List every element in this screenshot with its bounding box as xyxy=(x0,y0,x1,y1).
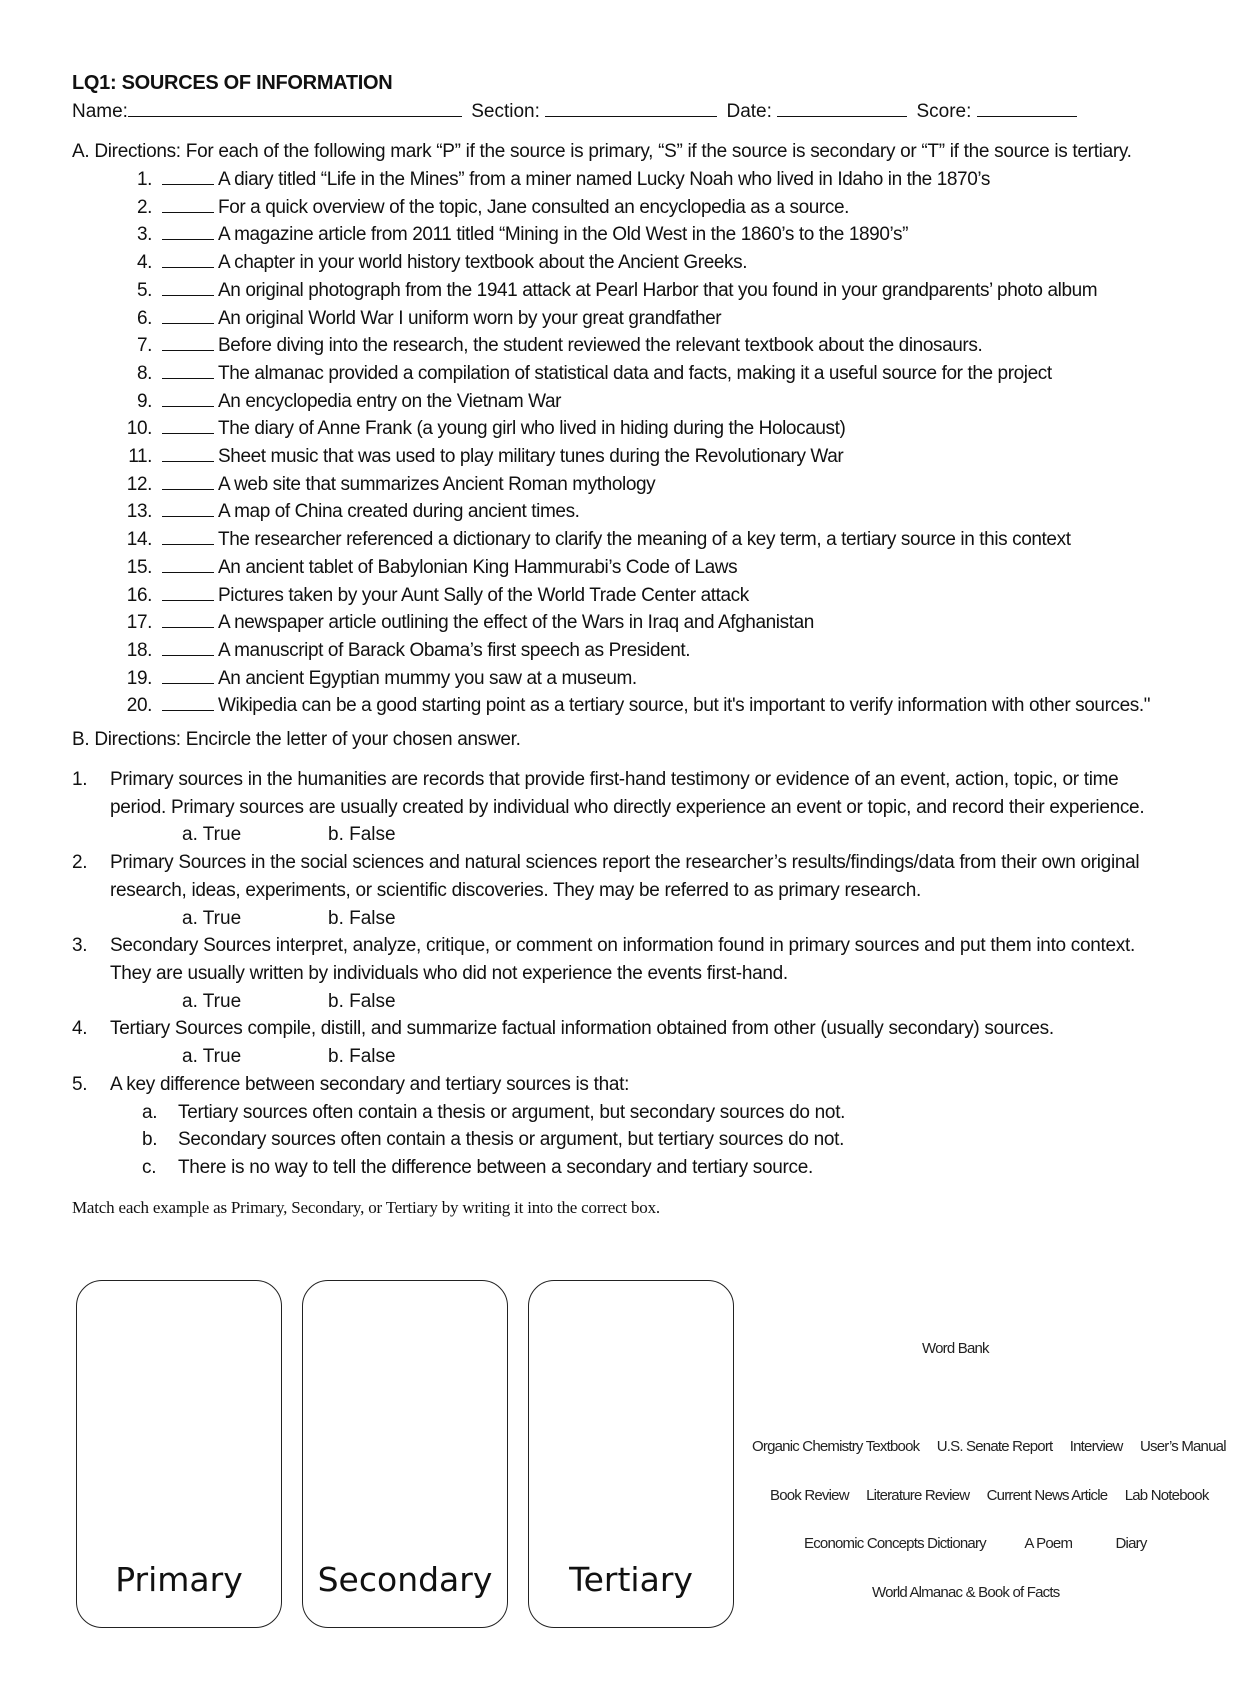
answer-blank[interactable] xyxy=(162,610,214,628)
part-a-item xyxy=(112,609,1152,637)
answer-blank[interactable] xyxy=(162,416,214,434)
option-text: Secondary sources often contain a thesis or argument, but tertiary sources do not. xyxy=(178,1129,845,1151)
word-bank-item: Diary xyxy=(1115,1535,1147,1552)
item-number: 17. xyxy=(126,612,152,634)
secondary-box[interactable] xyxy=(302,1280,508,1628)
question xyxy=(72,932,1152,987)
tertiary-box-label: Tertiary xyxy=(569,1560,693,1599)
question-number: 4. xyxy=(72,1018,88,1040)
question xyxy=(72,1015,1152,1043)
item-text: An encyclopedia entry on the Vietnam War xyxy=(218,390,562,412)
item-number: 14. xyxy=(126,529,152,551)
part-a-item xyxy=(112,498,1152,526)
part-a-item xyxy=(112,388,1152,416)
question-number: 1. xyxy=(72,769,88,791)
answer-blank[interactable] xyxy=(162,555,214,573)
item-number: 1. xyxy=(136,169,152,190)
word-bank-item: Book Review xyxy=(770,1487,849,1504)
part-a-item xyxy=(112,526,1152,554)
question-text: Tertiary Sources compile, distill, and summarize factual information obtained from other (usually secondary) sources. xyxy=(110,1018,1054,1040)
option-text: There is no way to tell the difference between a secondary and tertiary source. xyxy=(178,1156,813,1178)
item-number: 12. xyxy=(126,473,152,495)
item-number: 5. xyxy=(136,279,152,301)
false-option[interactable]: b. False xyxy=(328,990,396,1012)
word-bank-item: Current News Article xyxy=(986,1487,1108,1504)
question-text: Secondary Sources interpret, analyze, critique, or comment on information found in primary sources and put them into context. They are usually written by individuals who did not experience the events first-hand. xyxy=(110,935,1135,984)
matching-instruction: Match each example as Primary, Secondary, or Tertiary by writing it into the correct box. xyxy=(72,1197,660,1217)
part-a-item xyxy=(112,221,1152,249)
multiple-choice-option[interactable] xyxy=(72,1099,1152,1127)
part-a-directions: A. Directions: For each of the following mark “P” if the source is primary, “S” if the source is secondary or “T” if the source is tertiary. xyxy=(72,141,1132,162)
item-text: Before diving into the research, the student reviewed the relevant textbook about the dinosaurs. xyxy=(218,335,983,357)
part-a-item xyxy=(112,554,1152,582)
answer-blank[interactable] xyxy=(162,222,214,240)
part-a-item xyxy=(112,692,1152,720)
worksheet xyxy=(72,70,1152,1218)
section-label: Section: xyxy=(471,101,540,122)
question-number: 3. xyxy=(72,935,88,957)
answer-blank[interactable] xyxy=(162,167,214,185)
item-number: 6. xyxy=(136,307,152,329)
part-a-item xyxy=(112,471,1152,499)
word-bank-item: User’s Manual xyxy=(1139,1438,1226,1455)
item-text: The almanac provided a compilation of statistical data and facts, making it a useful source for the project xyxy=(218,362,1052,384)
part-a-item xyxy=(112,277,1152,305)
answer-blank[interactable] xyxy=(162,472,214,490)
item-text: The researcher referenced a dictionary to clarify the meaning of a key term, a tertiary source in this context xyxy=(218,529,1071,551)
multiple-choice-option[interactable] xyxy=(72,1126,1152,1154)
answer-blank[interactable] xyxy=(162,361,214,379)
item-text: Sheet music that was used to play military tunes during the Revolutionary War xyxy=(218,446,844,468)
option-letter: c. xyxy=(142,1156,157,1178)
answer-blank[interactable] xyxy=(162,278,214,296)
item-text: An ancient Egyptian mummy you saw at a museum. xyxy=(218,667,637,689)
word-bank-item: World Almanac & Book of Facts xyxy=(872,1584,1060,1601)
answer-blank[interactable] xyxy=(162,666,214,684)
item-number: 10. xyxy=(126,418,152,440)
date-field[interactable] xyxy=(777,96,907,117)
answer-blank[interactable] xyxy=(162,333,214,351)
answer-blank[interactable] xyxy=(162,444,214,462)
part-a-item xyxy=(112,443,1152,471)
false-option[interactable]: b. False xyxy=(328,1046,396,1068)
answer-blank[interactable] xyxy=(162,389,214,407)
answer-blank[interactable] xyxy=(162,583,214,601)
word-bank-row xyxy=(804,1535,1161,1552)
item-text: A web site that summarizes Ancient Roman mythology xyxy=(218,473,656,495)
section-field[interactable] xyxy=(545,96,717,117)
option-text: Tertiary sources often contain a thesis or argument, but secondary sources do not. xyxy=(178,1101,846,1123)
true-option[interactable]: a. True xyxy=(182,990,242,1012)
part-a-item xyxy=(112,166,1152,194)
item-text: A diary titled “Life in the Mines” from a miner named Lucky Noah who lived in Idaho in the 1870’s xyxy=(218,169,990,190)
item-number: 8. xyxy=(136,362,152,384)
item-number: 11. xyxy=(128,446,152,468)
part-a-item xyxy=(112,637,1152,665)
word-bank-item: Economic Concepts Dictionary xyxy=(804,1535,986,1552)
student-info-row xyxy=(72,96,1152,126)
question-number: 5. xyxy=(72,1073,88,1095)
item-number: 18. xyxy=(126,639,152,661)
word-bank-item: Organic Chemistry Textbook xyxy=(752,1438,920,1455)
score-field[interactable] xyxy=(977,96,1077,117)
part-a-list xyxy=(72,166,1152,720)
word-bank-row xyxy=(770,1487,1223,1504)
true-false-choices xyxy=(72,1043,1152,1071)
answer-blank[interactable] xyxy=(162,306,214,324)
part-a-item xyxy=(112,360,1152,388)
item-text: An original photograph from the 1941 attack at Pearl Harbor that you found in your grandparents’ photo album xyxy=(218,279,1098,301)
item-number: 16. xyxy=(126,584,152,606)
item-text: An ancient tablet of Babylonian King Hammurabi’s Code of Laws xyxy=(218,556,738,578)
page-title: LQ1: SOURCES OF INFORMATION xyxy=(72,72,393,94)
word-bank-row xyxy=(752,1438,1240,1455)
question-number: 2. xyxy=(72,852,88,874)
word-bank-item: Lab Notebook xyxy=(1124,1487,1209,1504)
item-number: 2. xyxy=(136,196,152,218)
answer-blank[interactable] xyxy=(162,250,214,268)
item-text: A manuscript of Barack Obama’s first speech as President. xyxy=(218,639,691,661)
true-false-choices xyxy=(72,821,1152,849)
true-option[interactable]: a. True xyxy=(182,907,242,929)
item-text: A chapter in your world history textbook about the Ancient Greeks. xyxy=(218,252,748,274)
answer-blank[interactable] xyxy=(162,638,214,656)
item-text: Pictures taken by your Aunt Sally of the World Trade Center attack xyxy=(218,584,749,606)
part-b-questions xyxy=(72,766,1152,1182)
item-text: A magazine article from 2011 titled “Mining in the Old West in the 1860’s to the 1890’s” xyxy=(218,224,909,246)
word-bank-item: Interview xyxy=(1069,1438,1123,1455)
multiple-choice-option[interactable] xyxy=(72,1154,1152,1182)
item-text: A newspaper article outlining the effect of the Wars in Iraq and Afghanistan xyxy=(218,612,814,634)
question-text: A key difference between secondary and tertiary sources is that: xyxy=(110,1073,630,1095)
question xyxy=(72,1071,1152,1099)
item-text: A map of China created during ancient times. xyxy=(218,501,580,523)
item-number: 7. xyxy=(136,335,152,357)
item-text: The diary of Anne Frank (a young girl who lived in hiding during the Holocaust) xyxy=(218,418,846,440)
secondary-box-label: Secondary xyxy=(317,1560,493,1599)
answer-blank[interactable] xyxy=(162,527,214,545)
tertiary-box[interactable] xyxy=(528,1280,734,1628)
part-a-item xyxy=(112,332,1152,360)
question xyxy=(72,849,1152,904)
primary-box-label: Primary xyxy=(115,1560,243,1599)
true-option[interactable]: a. True xyxy=(182,824,242,846)
true-false-choices xyxy=(72,988,1152,1016)
item-number: 19. xyxy=(126,667,152,689)
word-bank-item: Literature Review xyxy=(866,1487,970,1504)
word-bank-item: A Poem xyxy=(1024,1535,1073,1552)
item-text: An original World War I uniform worn by your great grandfather xyxy=(218,307,722,329)
question-text: Primary sources in the humanities are records that provide first-hand testimony or evidence of an event, action, topic, or time period. Primary sources are usually created by individual who directly experience an event or topic, and record their experience. xyxy=(110,769,1145,818)
question xyxy=(72,766,1152,821)
answer-blank[interactable] xyxy=(162,499,214,517)
item-number: 4. xyxy=(136,252,152,274)
word-bank-title: Word Bank xyxy=(922,1340,989,1357)
part-b-directions: B. Directions: Encircle the letter of your chosen answer. xyxy=(72,729,521,751)
true-false-choices xyxy=(72,905,1152,933)
false-option[interactable]: b. False xyxy=(328,907,396,929)
primary-box[interactable] xyxy=(76,1280,282,1628)
date-label: Date: xyxy=(726,101,772,122)
name-label: Name: xyxy=(72,101,128,122)
item-text: For a quick overview of the topic, Jane consulted an encyclopedia as a source. xyxy=(218,196,850,218)
part-a-item xyxy=(112,665,1152,693)
item-number: 3. xyxy=(136,224,152,246)
part-a-item xyxy=(112,582,1152,610)
part-a-item xyxy=(112,194,1152,222)
part-a-item xyxy=(112,249,1152,277)
item-number: 9. xyxy=(136,390,152,412)
answer-blank[interactable] xyxy=(162,195,214,213)
item-number: 20. xyxy=(126,695,152,717)
score-label: Score: xyxy=(916,101,972,122)
answer-blank[interactable] xyxy=(162,693,214,711)
word-bank-row xyxy=(872,1584,1073,1601)
option-letter: a. xyxy=(142,1101,158,1123)
question-text: Primary Sources in the social sciences and natural sciences report the researcher’s results/findings/data from their own original research, ideas, experiments, or scientific discoveries. They may be referred to as primary research. xyxy=(110,852,1140,901)
option-letter: b. xyxy=(142,1129,158,1151)
false-option[interactable]: b. False xyxy=(328,824,396,846)
word-bank-item: U.S. Senate Report xyxy=(936,1438,1053,1455)
name-field[interactable] xyxy=(128,96,462,117)
item-number: 15. xyxy=(126,556,152,578)
item-text: Wikipedia can be a good starting point as a tertiary source, but it's important to verify information with other sources." xyxy=(218,695,1151,717)
part-a-item xyxy=(112,415,1152,443)
item-number: 13. xyxy=(126,501,152,523)
true-option[interactable]: a. True xyxy=(182,1046,242,1068)
part-a-item xyxy=(112,305,1152,333)
